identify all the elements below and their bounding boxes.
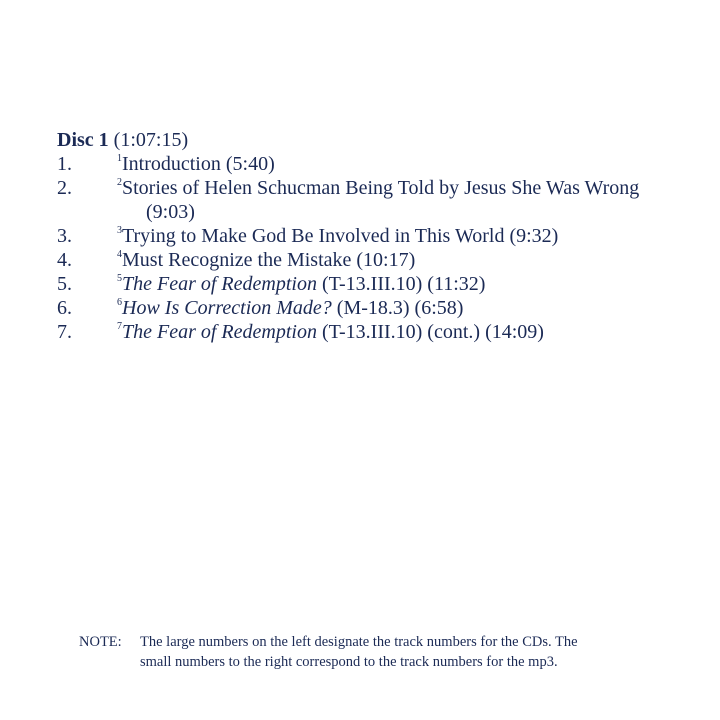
track-title: (T-13.III.10) (cont.) (14:09): [316, 321, 544, 343]
track-title-continuation: (9:03): [146, 201, 195, 223]
track-item: [57, 152, 707, 176]
track-item: [57, 248, 707, 272]
cd-track-number: 4.: [57, 249, 72, 271]
mp3-track-number: 1: [117, 153, 122, 164]
footnote: [79, 632, 640, 672]
track-title-italic: The Fear of Redemption: [122, 273, 317, 295]
track-title: (M-18.3) (6:58): [331, 297, 464, 319]
mp3-track-number: 4: [117, 249, 122, 260]
mp3-track-number: 6: [117, 297, 122, 308]
disc-duration: (1:07:15): [113, 129, 189, 151]
disc-header: [57, 128, 188, 152]
track-item: [57, 320, 707, 344]
cd-track-number: 6.: [57, 297, 72, 319]
track-title: Trying to Make God Be Involved in This World (9:32): [122, 225, 559, 247]
mp3-track-number: 7: [117, 321, 122, 332]
cd-track-number: 1.: [57, 153, 72, 175]
cd-track-number: 3.: [57, 225, 72, 247]
track-title: Must Recognize the Mistake (10:17): [122, 249, 416, 271]
cd-track-number: 5.: [57, 273, 72, 295]
cd-track-number: 7.: [57, 321, 72, 343]
note-line-2: small numbers to the right correspond to the track numbers for the mp3.: [140, 654, 558, 670]
track-list: [57, 152, 707, 344]
note-label: NOTE:: [79, 634, 122, 650]
mp3-track-number: 2: [117, 177, 122, 188]
track-title: (T-13.III.10) (11:32): [316, 273, 486, 295]
track-item: [57, 224, 707, 248]
disc-label: Disc 1: [57, 129, 109, 151]
track-item: [57, 296, 707, 320]
track-title-italic: How Is Correction Made?: [122, 297, 332, 319]
track-title-italic: The Fear of Redemption: [122, 321, 317, 343]
track-title: Introduction (5:40): [122, 153, 275, 175]
mp3-track-number: 5: [117, 273, 122, 284]
track-title: Stories of Helen Schucman Being Told by Jesus She Was Wrong: [122, 177, 640, 199]
track-item: [57, 272, 707, 296]
cd-track-number: 2.: [57, 177, 72, 199]
mp3-track-number: 3: [117, 225, 122, 236]
note-line-1: The large numbers on the left designate the track numbers for the CDs. The: [140, 634, 578, 650]
track-item: [57, 176, 707, 224]
